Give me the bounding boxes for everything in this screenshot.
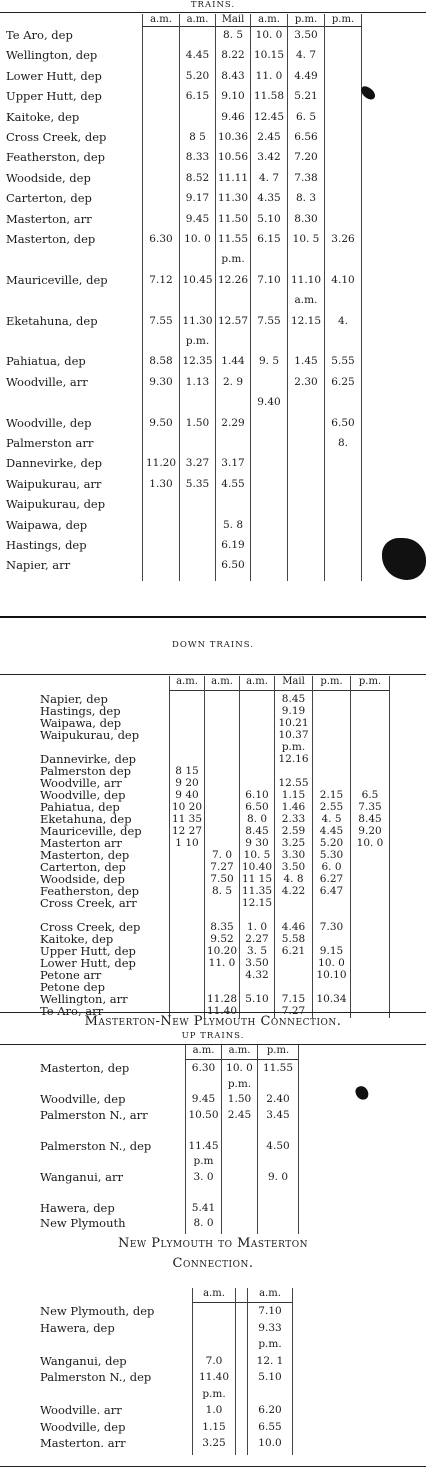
time-cell: 3. 0	[193, 1170, 214, 1183]
station-name: Kaitoke, dep	[40, 932, 114, 946]
time-cell: 3.30	[281, 849, 306, 861]
time-cell: 8.43	[221, 69, 245, 82]
time-cell: 11 35	[171, 813, 203, 825]
time-cell: 10. 0	[356, 837, 384, 849]
time-cell: 5.21	[294, 90, 318, 103]
time-cell: 9.40	[257, 396, 281, 409]
time-cell: 7.10	[258, 1305, 282, 1317]
npm-table	[0, 1288, 426, 1463]
time-cell: 9.20	[358, 825, 382, 837]
time-cell: 2.45	[257, 131, 281, 143]
time-cell: 6.50	[245, 801, 269, 813]
time-cell: 12.57	[217, 314, 249, 327]
time-cell: 1.44	[221, 355, 245, 368]
column-header: a.m.	[192, 1045, 215, 1056]
time-cell: 7.38	[294, 171, 318, 184]
time-cell: 8. 5	[222, 29, 244, 41]
column-header: a.m.	[228, 1045, 251, 1056]
time-cell: 9.45	[185, 212, 210, 225]
time-cell: 10.40	[241, 861, 273, 873]
time-cell: 3.17	[221, 457, 245, 470]
time-cell: 3.25	[202, 1437, 226, 1449]
station-name: Woodville, dep	[40, 1419, 126, 1434]
time-cell: 11.30	[182, 314, 213, 327]
time-cell: 2.33	[281, 813, 306, 825]
up-trains-title: TRAINS.	[190, 0, 236, 10]
station-name: Palmerston N., arr	[40, 1107, 148, 1122]
time-cell: 5.35	[185, 477, 210, 490]
time-cell: 9.15	[319, 945, 344, 957]
time-cell: 3.50	[281, 861, 306, 873]
divider	[0, 1012, 426, 1013]
station-name: Palmerston arr	[6, 436, 94, 450]
time-cell: 4.32	[245, 969, 269, 981]
time-cell: 5.10	[245, 993, 269, 1005]
time-cell: 1.0	[205, 1404, 223, 1416]
time-cell: 10. 5	[292, 233, 320, 245]
time-cell: 12.45	[253, 110, 285, 123]
time-cell: 7.20	[294, 151, 318, 164]
time-cell: 6.15	[257, 233, 281, 245]
npm-title-line2: Connection.	[172, 1256, 254, 1271]
column-header: a.m.	[176, 676, 198, 687]
time-cell: 10 20	[171, 801, 203, 813]
time-cell: 6.50	[221, 559, 245, 572]
time-cell: 1.50	[227, 1093, 252, 1105]
column-rule	[298, 1045, 299, 1234]
column-header: p.m.	[358, 676, 382, 687]
time-cell: 8.45	[358, 813, 382, 825]
time-cell: a.m.	[294, 294, 318, 307]
station-name: Waipukurau, dep	[40, 728, 140, 742]
time-cell: 6. 0	[321, 861, 342, 873]
time-cell: 8.35	[210, 921, 234, 933]
station-name: Woodville, arr	[40, 776, 122, 790]
time-cell: 4.35	[257, 192, 281, 205]
time-cell: 2.29	[221, 416, 245, 429]
station-name: Palmerston N., dep	[40, 1370, 152, 1384]
time-cell: 11.55	[262, 1062, 294, 1074]
column-header: Mail	[282, 676, 305, 687]
time-cell: 2.45	[227, 1108, 252, 1121]
time-cell: 12. 1	[256, 1354, 284, 1367]
time-cell: 11.28	[206, 993, 238, 1005]
station-name: Palmerston N., dep	[40, 1138, 152, 1153]
time-cell: 11.58	[253, 90, 285, 103]
time-cell: 10.10	[316, 969, 347, 981]
time-cell: 4. 7	[295, 49, 317, 62]
time-cell: 4.46	[281, 921, 306, 933]
time-cell: 6.21	[281, 945, 306, 957]
time-cell: 10.37	[278, 729, 309, 741]
station-name: New Plymouth	[40, 1216, 126, 1230]
time-cell: 1 10	[175, 837, 199, 849]
divider	[0, 1466, 426, 1467]
time-cell: 10.0	[258, 1437, 282, 1449]
time-cell: 1.46	[281, 801, 306, 813]
up-trains-table	[0, 14, 426, 574]
time-cell: 6.5	[361, 789, 379, 801]
time-cell: 3.50	[294, 29, 318, 41]
time-cell: 9 20	[175, 777, 199, 789]
time-cell: 9.17	[185, 192, 210, 205]
time-cell: 7.55	[257, 314, 281, 327]
down-trains-title: DOWN TRAINS.	[172, 640, 254, 650]
time-cell: 1.50	[185, 416, 210, 429]
station-name: Wellington, arr	[40, 992, 128, 1006]
time-cell: 6.15	[185, 90, 210, 103]
time-cell: 8. 3	[295, 192, 317, 205]
time-cell: 12.26	[217, 273, 249, 286]
time-cell: 1. 0	[246, 921, 268, 933]
time-cell: 3. 5	[246, 945, 268, 957]
time-cell: 1.45	[294, 355, 318, 368]
column-rule	[142, 14, 143, 581]
time-cell: 11.50	[217, 212, 249, 225]
station-name: Upper Hutt, dep	[40, 944, 136, 958]
time-cell: 4.49	[294, 69, 318, 82]
time-cell: 10. 0	[226, 1062, 253, 1074]
station-name: Kaitoke, dep	[6, 109, 80, 124]
time-cell: 9 30	[245, 837, 269, 849]
time-cell: 11.30	[217, 192, 249, 205]
time-cell: 12.35	[182, 355, 213, 368]
station-name: Eketahuna, dep	[40, 812, 132, 826]
station-name: Cross Creek, arr	[40, 896, 137, 910]
time-cell: 9 40	[175, 789, 199, 801]
time-cell: 10.45	[182, 273, 213, 286]
station-name: Carterton, dep	[6, 191, 92, 206]
time-cell: 9.46	[221, 110, 245, 123]
station-name: New Plymouth, dep	[40, 1304, 155, 1318]
station-name: Lower Hutt, dep	[6, 68, 102, 83]
time-cell: 4.45	[319, 825, 344, 837]
time-cell: 4. 5	[321, 813, 342, 825]
column-header: a.m.	[150, 14, 172, 25]
header-rule	[193, 1302, 292, 1303]
time-cell: 5.41	[191, 1201, 216, 1214]
time-cell: 4.50	[266, 1139, 290, 1152]
station-name: Palmerston dep	[40, 764, 132, 778]
time-cell: 7.12	[149, 273, 173, 286]
time-cell: 12.55	[278, 777, 309, 789]
time-cell: 6.10	[245, 789, 269, 801]
time-cell: 12.15	[241, 897, 273, 909]
time-cell: 6.19	[221, 539, 245, 551]
time-cell: 4. 8	[283, 873, 304, 885]
station-name: Upper Hutt, dep	[6, 89, 102, 104]
time-cell: 5.10	[258, 1371, 282, 1383]
time-cell: 6.50	[331, 416, 355, 429]
station-name: Mauriceville, dep	[6, 272, 108, 287]
time-cell: 4. 7	[258, 171, 280, 184]
time-cell: p.m.	[281, 741, 306, 753]
time-cell: 2.55	[319, 801, 344, 813]
time-cell: 5.10	[257, 212, 281, 225]
time-cell: 7.50	[210, 873, 234, 885]
time-cell: 2.40	[266, 1093, 290, 1105]
station-name: Masterton, dep	[40, 1061, 130, 1075]
time-cell: 11.40	[198, 1371, 230, 1383]
time-cell: 6.30	[149, 233, 173, 245]
time-cell: 5.20	[185, 69, 210, 82]
time-cell: 11 15	[241, 873, 273, 885]
time-cell: 7.10	[257, 273, 281, 286]
station-name: Woodside, dep	[40, 872, 125, 886]
station-name: Waipawa, dep	[6, 517, 88, 532]
station-name: Hawera, dep	[40, 1200, 115, 1215]
station-name: Cross Creek, dep	[40, 920, 141, 934]
time-cell: 10.36	[217, 131, 249, 143]
station-name: Te Aro, dep	[6, 28, 73, 42]
time-cell: 9.52	[210, 933, 234, 945]
time-cell: 10.20	[206, 945, 238, 957]
column-header: p.m.	[294, 14, 318, 25]
time-cell: 6.27	[319, 873, 344, 885]
time-cell: 1.30	[149, 477, 173, 490]
station-name: Wanganui, dep	[40, 1353, 127, 1368]
station-name: Featherston, dep	[40, 884, 140, 898]
station-name: Woodville, dep	[6, 415, 92, 430]
divider	[0, 12, 426, 13]
time-cell: 4.10	[331, 273, 355, 286]
time-cell: 7.15	[281, 993, 306, 1005]
time-cell: 11.11	[217, 171, 249, 184]
column-header: p.m.	[320, 676, 343, 687]
time-cell: 8.58	[149, 355, 173, 368]
time-cell: 8.22	[221, 49, 245, 62]
station-name: Cross Creek, dep	[6, 130, 107, 144]
time-cell: 7.27	[281, 1005, 306, 1017]
station-name: Woodville. arr	[40, 1403, 122, 1417]
time-cell: 11.10	[290, 273, 322, 286]
time-cell: 3.42	[257, 151, 281, 164]
time-cell: 10. 0	[255, 29, 283, 41]
time-cell: 9. 5	[258, 355, 280, 368]
station-name: Napier, dep	[40, 692, 108, 706]
station-name: Pahiatua, dep	[40, 800, 120, 814]
time-cell: 7.30	[319, 921, 344, 933]
station-name: Wanganui, arr	[40, 1169, 123, 1184]
column-header: a.m.	[186, 14, 209, 25]
time-cell: 8.45	[245, 825, 269, 837]
station-name: Wellington, dep	[6, 48, 98, 63]
station-name: Eketahuna, dep	[6, 313, 98, 328]
divider	[0, 616, 426, 618]
time-cell: 11.20	[145, 457, 177, 470]
time-cell: 3.45	[266, 1108, 290, 1121]
column-header: Mail	[221, 14, 245, 25]
time-cell: 3.25	[281, 837, 306, 849]
time-cell: 11.35	[241, 885, 273, 897]
time-cell: 10. 5	[243, 849, 271, 861]
time-cell: 6.20	[258, 1404, 282, 1416]
time-cell: 2. 9	[222, 375, 244, 388]
time-cell: p.m	[193, 1155, 214, 1167]
time-cell: 6.56	[294, 131, 318, 143]
station-name: Te Aro, arr	[40, 1004, 104, 1018]
npm-title-line1: New Plymouth to Masterton	[117, 1236, 309, 1251]
station-name: Dannevirke, dep	[6, 456, 102, 471]
time-cell: 1.15	[202, 1420, 226, 1433]
time-cell: 5.20	[319, 837, 344, 849]
time-cell: 2.27	[245, 933, 269, 945]
column-rule	[292, 1288, 293, 1455]
station-name: Woodville, dep	[40, 1092, 126, 1106]
column-rule	[324, 14, 325, 581]
station-name: Petone arr	[40, 968, 102, 982]
column-rule	[389, 676, 390, 1018]
time-cell: 8.30	[294, 212, 318, 225]
time-cell: 7.0	[205, 1354, 223, 1367]
time-cell: 10.21	[278, 717, 309, 729]
station-name: Hastings, dep	[6, 538, 87, 552]
time-cell: 8 5	[189, 131, 206, 143]
time-cell: 12 27	[171, 825, 203, 837]
time-cell: p.m.	[202, 1387, 226, 1400]
time-cell: 1.13	[185, 375, 210, 388]
station-name: Masterton, arr	[6, 211, 92, 226]
time-cell: 5.30	[319, 849, 344, 861]
time-cell: 11.55	[217, 233, 249, 245]
station-name: Waipawa, dep	[40, 716, 122, 730]
time-cell: 9.30	[149, 375, 173, 388]
time-cell: p.m.	[227, 1077, 252, 1090]
station-name: Napier, arr	[6, 558, 71, 573]
mnp-table	[0, 1045, 426, 1230]
time-cell: 8.33	[185, 151, 210, 164]
time-cell: 10. 0	[184, 233, 211, 245]
time-cell: 2.15	[319, 789, 344, 801]
time-cell: p.m.	[185, 335, 210, 347]
time-cell: 8. 0	[193, 1217, 214, 1229]
header-rule	[186, 1059, 298, 1060]
column-header: p.m.	[266, 1045, 290, 1056]
station-name: Pahiatua, dep	[6, 354, 86, 369]
station-name: Featherston, dep	[6, 150, 106, 165]
column-header: a.m.	[203, 1288, 225, 1299]
station-name: Dannevirke, dep	[40, 752, 136, 766]
time-cell: 8. 0	[246, 813, 268, 825]
station-name: Carterton, dep	[40, 860, 126, 874]
time-cell: 5. 8	[222, 518, 244, 531]
time-cell: 10.34	[316, 993, 347, 1005]
time-cell: 10.15	[253, 49, 285, 62]
station-name: Woodville, dep	[40, 788, 126, 802]
station-name: Woodside, dep	[6, 170, 91, 185]
time-cell: 2.59	[281, 825, 306, 837]
time-cell: 8. 5	[211, 885, 233, 897]
divider	[0, 674, 426, 675]
time-cell: 11. 0	[208, 957, 236, 969]
time-cell: 8.45	[281, 693, 306, 705]
time-cell: 5.58	[281, 933, 306, 945]
station-name: Waipukurau, arr	[6, 476, 102, 491]
time-cell: 7. 0	[211, 849, 233, 861]
column-header: a.m.	[211, 676, 233, 687]
station-name: Masterton, dep	[6, 232, 96, 246]
header-rule	[143, 26, 361, 27]
station-name: Waipukurau, dep	[6, 497, 106, 512]
time-cell: 7.27	[210, 861, 234, 873]
station-name: Mauriceville, dep	[40, 824, 142, 838]
time-cell: 8 15	[175, 765, 199, 777]
time-cell: 9.45	[191, 1093, 216, 1105]
time-cell: 4.	[337, 314, 349, 327]
column-rule	[361, 14, 362, 581]
time-cell: 9. 0	[267, 1170, 289, 1183]
column-header: a.m.	[246, 676, 268, 687]
time-cell: 2.30	[294, 375, 318, 388]
time-cell: 9.33	[258, 1321, 282, 1334]
station-name: Woodville, arr	[6, 374, 88, 389]
time-cell: 7.35	[358, 801, 382, 813]
time-cell: 9.19	[281, 705, 306, 717]
time-cell: 11. 0	[255, 69, 283, 82]
time-cell: p.m.	[221, 253, 245, 266]
time-cell: 10.56	[217, 151, 249, 164]
time-cell: 10. 0	[318, 957, 345, 969]
time-cell: 8.	[337, 437, 349, 449]
time-cell: 9.50	[149, 416, 173, 429]
time-cell: 12.16	[278, 753, 309, 765]
time-cell: 7.55	[149, 314, 173, 327]
header-rule	[170, 690, 389, 691]
time-cell: 5.55	[331, 355, 355, 368]
time-cell: 6.30	[191, 1062, 216, 1074]
column-header: a.m.	[259, 1288, 281, 1299]
time-cell: 11.45	[188, 1139, 219, 1152]
time-cell: 4.45	[185, 49, 210, 62]
mnp-subtitle: UP TRAINS.	[181, 1031, 245, 1041]
time-cell: 6.55	[258, 1420, 282, 1433]
time-cell: 6.47	[319, 885, 344, 897]
mnp-title: Masterton-New Plymouth Connection.	[84, 1014, 342, 1029]
station-name: Masterton arr	[40, 836, 122, 850]
time-cell: 11.40	[206, 1005, 238, 1017]
station-name: Masterton. arr	[40, 1436, 126, 1450]
time-cell: 4.55	[221, 477, 245, 490]
time-cell: 3.26	[331, 233, 355, 245]
time-cell: 6.25	[331, 375, 355, 388]
column-header: p.m.	[331, 14, 355, 25]
station-name: Hastings, dep	[40, 704, 121, 718]
time-cell: 8.52	[185, 171, 210, 184]
time-cell: 9.10	[221, 90, 245, 103]
station-name: Masterton, dep	[40, 848, 130, 862]
time-cell: 4.22	[281, 885, 306, 897]
time-cell: 6. 5	[295, 110, 317, 123]
time-cell: 10.50	[188, 1108, 219, 1121]
time-cell: 1.15	[281, 789, 306, 801]
station-name: Hawera, dep	[40, 1320, 115, 1335]
time-cell: p.m.	[258, 1338, 282, 1350]
time-cell: 3.27	[185, 457, 210, 470]
column-rule	[235, 1288, 236, 1455]
time-cell: 3.50	[245, 957, 269, 969]
station-name: Petone dep	[40, 980, 105, 994]
station-name: Lower Hutt, dep	[40, 956, 136, 970]
time-cell: 12.15	[290, 314, 322, 327]
column-header: a.m.	[258, 14, 280, 25]
